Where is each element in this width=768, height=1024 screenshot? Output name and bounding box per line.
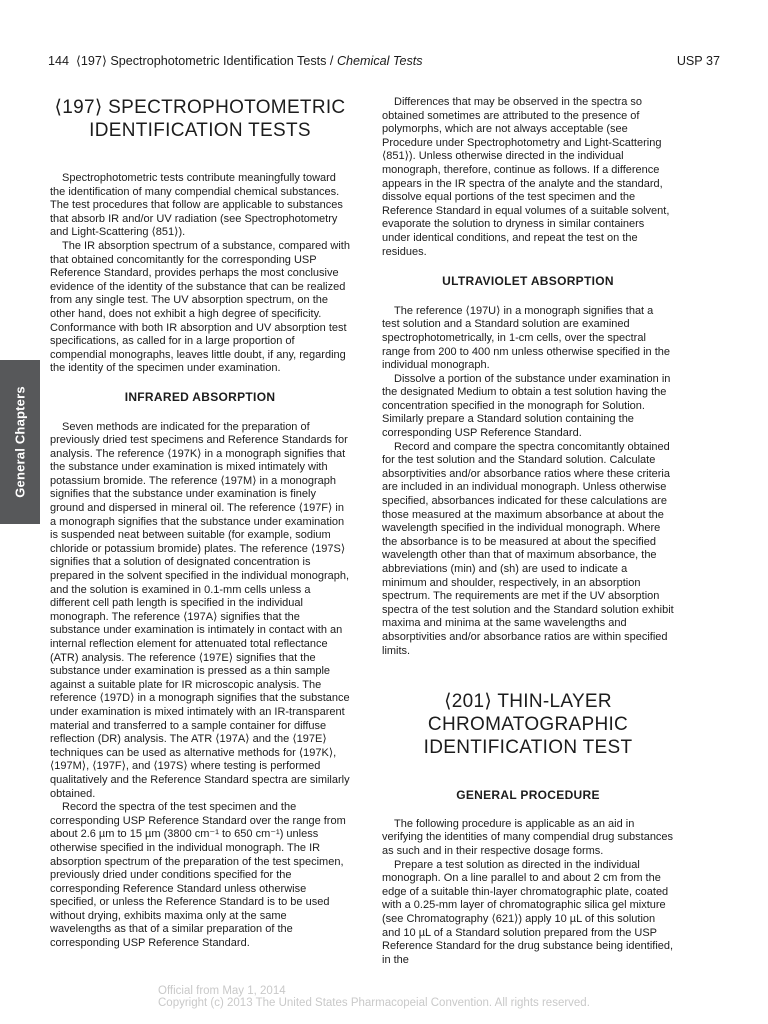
ir-paragraph-1: Seven methods are indicated for the preparation of previously dried test specimens and Reference Standards for analysis. The reference ⟨197K⟩ in a monograph signifies that the substance under examination is mixed intimately with potassium bromide. The reference ⟨197M⟩ in a monograph signifies that the substance under examination is finely ground and dispersed in mineral oil. The reference ⟨197F⟩ in a monograph signifies that the substance under examination is suspended neat between suitable (for example, sodium chloride or potassium bromide) plates. The reference ⟨197S⟩ signifies that a solution of designated concentration is prepared in the solvent specified in the individual monograph, and the solution is examined in 0.1-mm cells unless a different cell path length is specified in the individual monograph. The reference ⟨197A⟩ signifies that the substance under examination is intimately in contact with an internal reflection element for attenuated total reflectance (ATR) analysis. The reference ⟨197E⟩ signifies that the substance under examination is pressed as a thin sample against a suitable plate for IR microscopic analysis. The reference ⟨197D⟩ in a monograph signifies that the substance under examination is mixed intimately with an IR-transparent material and transferred to a sample container for diffuse reflection (DR) analysis. The ATR ⟨197A⟩ and the ⟨197E⟩ techniques can be used as alternative methods for ⟨197K⟩, ⟨197M⟩, ⟨197F⟩, and ⟨197S⟩ where testing is performed qualitatively and the Reference Standard spectra are similarly obtained. — [50, 420, 350, 800]
footer-official-date: Official from May 1, 2014 — [158, 985, 286, 997]
uv-paragraph-3: Record and compare the spectra concomitantly obtained for the test solution and the Standard solution. Calculate absorptivities and/or absorbance ratios where these criteria are included in an individual monograph. Unless otherwise specified, absorbances indicated for these calculations are those measured at the maximum absorbance at about the wavelength specified in the individual monograph. Where the absorbance is to be measured at about the specified wavelength other than that of maximum absorbance, the abbreviations (min) and (sh) are used to indicate a minimum and shoulder, respectively, in an absorption spectrum. The requirements are met if the UV absorption spectra of the test solution and the Standard solution exhibit maxima and minima at the same wavelengths and absorptivities and/or absorbance ratios are within specified limits. — [382, 440, 674, 657]
ir-paragraph-3: Differences that may be observed in the spectra so obtained sometimes are attributed to the presence of polymorphs, which are not always acceptable (see Procedure under Spectrophotometry and Light-Scattering ⟨851⟩). Unless otherwise directed in the individual monograph, therefore, continue as follows. If a difference appears in the IR spectra of the analyte and the standard, dissolve equal portions of the test specimen and the Reference Standard in equal volumes of a suitable solvent, evaporate the solution to dryness in similar containers under identical conditions, and repeat the test on the residues. — [382, 96, 670, 258]
side-tab-general-chapters — [0, 360, 40, 524]
chapter-201-title-line3: IDENTIFICATION TEST — [423, 737, 633, 759]
gp-paragraph-1: The following procedure is applicable as an aid in verifying the identities of many compendial drug substances as such and in their respective dosage forms. — [382, 817, 674, 857]
side-tab-label: General Chapters — [12, 386, 28, 498]
header-publication: USP 37 — [676, 54, 720, 68]
intro-paragraph-2: The IR absorption spectrum of a substance, compared with that obtained concomitantly for the corresponding USP Reference Standard, provides perhaps the most conclusive evidence of the identity of the substance that can be realized from any single test. The UV absorption spectrum, on the other hand, does not exhibit a high degree of specificity. Conformance with both IR absorption and UV absorption test specifications, as called for in a large proportion of compendial monographs, leaves little doubt, if any, regarding the identity of the specimen under examination. — [50, 239, 350, 375]
chapter-197-title-line2: IDENTIFICATION TESTS — [89, 120, 311, 141]
page-number: 144 — [48, 54, 70, 68]
chapter-201-title-line1: ⟨201⟩ THIN-LAYER — [444, 691, 612, 713]
ir-paragraph-2: Record the spectra of the test specimen and the corresponding USP Reference Standard over the range from about 2.6 µm to 15 µm (3800 cm⁻¹ to 650 cm⁻¹) unless otherwise specified in the individual monograph. The IR absorption spectrum of the preparation of the test specimen, previously dried under conditions specified for the corresponding Reference Standard unless otherwise specified, or unless the Reference Standard is to be used without drying, exhibits maxima only at the same wavelengths as that of a similar preparation of the corresponding USP Reference Standard. — [50, 801, 346, 950]
header-chapter-ref: ⟨197⟩ Spectrophotometric Identification Tests — [76, 54, 327, 68]
left-column — [50, 96, 350, 951]
intro-paragraph-1: Spectrophotometric tests contribute meaningfully toward the identification of many compendial chemical substances. The test procedures that follow are applicable to substances that absorb IR and/or UV radiation (see Spectrophotometry and Light-Scattering ⟨851⟩). — [50, 172, 343, 239]
copyright-footer — [158, 985, 638, 1009]
uv-paragraph-1: The reference ⟨197U⟩ in a monograph signifies that a test solution and a Standard solution are examined spectrophotometrically, in 1-cm cells, over the spectral range from 200 to 400 nm unless otherwise specified in the individual monograph. — [382, 304, 670, 372]
page-header — [48, 52, 720, 70]
header-section: Chemical Tests — [336, 54, 423, 68]
infrared-absorption-heading: INFRARED ABSORPTION — [124, 389, 276, 404]
header-left — [48, 52, 423, 70]
chapter-197-title-line1: ⟨197⟩ SPECTROPHOTOMETRIC — [54, 97, 346, 118]
ultraviolet-absorption-heading: ULTRAVIOLET ABSORPTION — [442, 274, 614, 289]
general-procedure-heading: GENERAL PROCEDURE — [456, 788, 600, 803]
chapter-201-title — [382, 690, 674, 759]
gp-paragraph-2: Prepare a test solution as directed in the individual monograph. On a line parallel to and about 2 cm from the edge of a suitable thin-layer chromatographic plate, coated with a 0.25-mm layer of chromatographic silica gel mixture (see Chromatography ⟨621⟩) apply 10 µL of this solution and 10 µL of a Standard solution prepared from the USP Reference Standard for the drug substance being identified, in the — [382, 858, 674, 966]
chapter-197-title — [50, 96, 350, 142]
footer-copyright: Copyright (c) 2013 The United States Pharmacopeial Convention. All rights reserved. — [158, 997, 590, 1009]
header-separator: / — [326, 54, 337, 68]
right-column — [382, 96, 674, 967]
uv-paragraph-2: Dissolve a portion of the substance under examination in the designated Medium to obtain a test solution having the concentration specified in the monograph for Solution. Similarly prepare a Standard solution containing the corresponding USP Reference Standard. — [382, 372, 671, 440]
chapter-201-title-line2: CHROMATOGRAPHIC — [427, 714, 629, 736]
